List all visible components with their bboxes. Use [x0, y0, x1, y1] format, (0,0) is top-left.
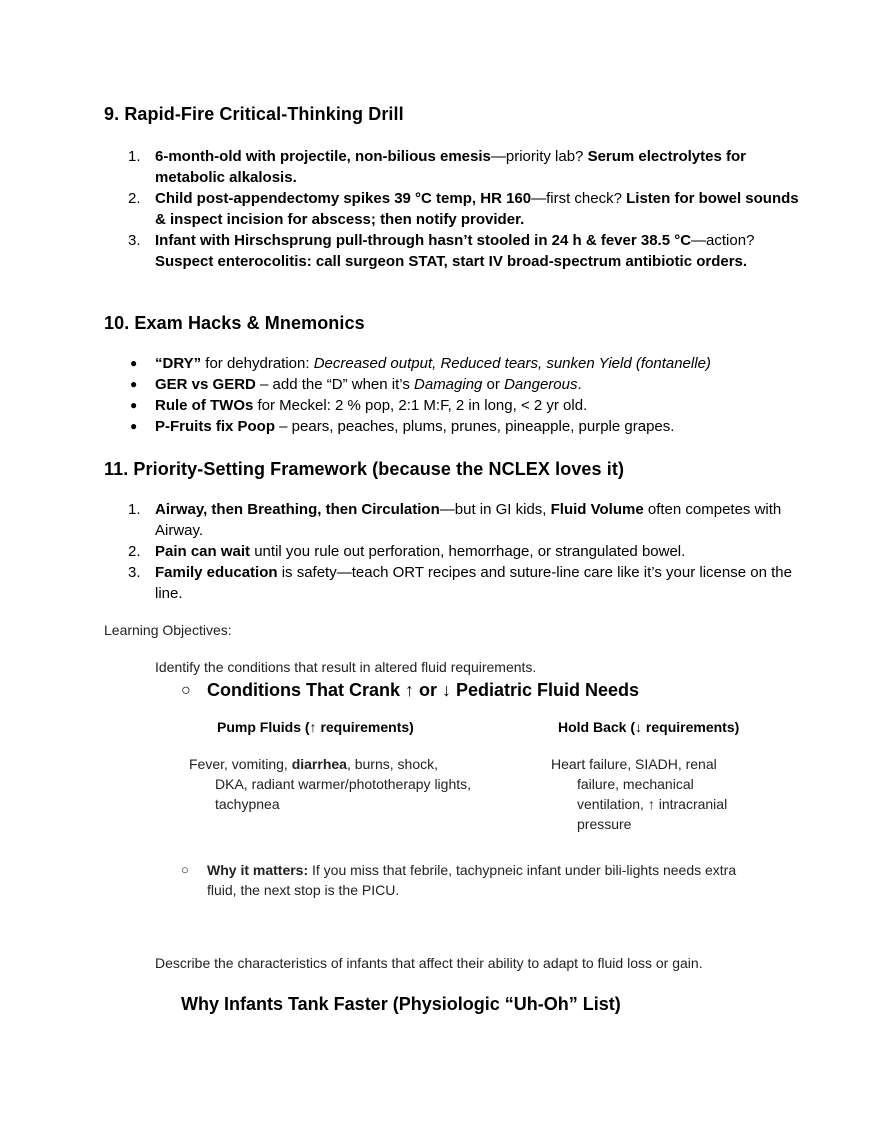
hold-rest: failure, mechanical ventilation, ↑ intracranial pressure: [577, 776, 728, 832]
priority-text: —but in GI kids,: [439, 501, 551, 518]
list-item: [104, 416, 804, 437]
list-item: [104, 146, 804, 188]
pump-fluids-cell: [189, 754, 479, 814]
list-number: 1.: [128, 148, 141, 165]
mnemonic-term: “DRY”: [155, 355, 202, 372]
hold-line-1: Heart failure, SIADH, renal: [551, 756, 717, 772]
priority-text: often competes with Airway.: [155, 501, 782, 539]
section-10-heading: 10. Exam Hacks & Mnemonics: [104, 313, 365, 333]
list-item: [104, 188, 804, 230]
drill-question: Infant with Hirschsprung pull-through hasn’t stooled in 24 h & fever 38.5 °C: [155, 232, 692, 249]
list-number: 3.: [128, 232, 141, 249]
drill-question: Child post-appendectomy spikes 39 °C temp, HR 160: [155, 190, 532, 207]
list-item: [104, 499, 804, 541]
pump-line-1: [189, 754, 479, 774]
pump-text: Fever, vomiting,: [189, 756, 292, 772]
why-label: Why it matters:: [207, 862, 309, 878]
drill-answer: Suspect enterocolitis: call surgeon STAT, start IV broad-spectrum antibiotic orders.: [155, 253, 748, 270]
objective-1: Identify the conditions that result in altered fluid requirements.: [155, 659, 537, 675]
priority-text: is safety—teach ORT recipes and suture-line care like it’s your license on the line.: [155, 564, 792, 602]
hollow-bullet-icon: ○: [181, 862, 189, 877]
list-item: [104, 353, 804, 374]
mnemonics-list: [104, 353, 804, 437]
priority-list: [104, 499, 804, 604]
why-text: If you miss that febrile, tachypneic infant under bili-lights needs extra fluid, the next stop is the PICU.: [207, 862, 737, 898]
priority-term: Airway, then Breathing, then Circulation: [155, 501, 440, 518]
drill-answer: Listen for bowel sounds & inspect incision for abscess; then notify provider.: [155, 190, 799, 228]
pump-fluids-header: Pump Fluids (↑ requirements): [217, 719, 414, 735]
mnemonic-text: – pears, peaches, plums, prunes, pineapple, purple grapes.: [275, 418, 675, 435]
list-item: [104, 562, 804, 604]
hold-back-cell: [551, 754, 756, 834]
mnemonic-term: Rule of TWOs: [155, 397, 254, 414]
drill-prompt: —priority lab?: [490, 148, 588, 165]
bullet-icon: ●: [130, 356, 138, 370]
mnemonic-text: – add the “D” when it’s: [255, 376, 415, 393]
mnemonic-term: GER vs GERD: [155, 376, 256, 393]
section-11-heading: 11. Priority-Setting Framework (because the NCLEX loves it): [104, 459, 625, 479]
priority-term: Fluid Volume: [550, 501, 644, 518]
list-number: 2.: [128, 190, 141, 207]
list-item: [104, 374, 804, 395]
hold-back-header: Hold Back (↓ requirements): [558, 719, 740, 735]
mnemonic-text: .: [577, 376, 582, 393]
priority-text: until you rule out perforation, hemorrhage, or strangulated bowel.: [250, 543, 686, 560]
mnemonic-text: for Meckel: 2 % pop, 2:1 M:F, 2 in long, < 2 yr old.: [253, 397, 588, 414]
why-body: [181, 860, 761, 900]
drill-list: [104, 146, 804, 272]
list-number: 3.: [128, 564, 141, 581]
list-item: [104, 230, 804, 272]
mnemonic-italic: Decreased output, Reduced tears, sunken Yield (fontanelle): [313, 355, 711, 372]
fluid-needs-title: Conditions That Crank ↑ or ↓ Pediatric Fluid Needs: [207, 680, 640, 700]
bullet-icon: ●: [130, 419, 138, 433]
why-it-matters: [181, 860, 761, 900]
list-number: 1.: [128, 501, 141, 518]
list-number: 2.: [128, 543, 141, 560]
mnemonic-italic: Damaging: [414, 376, 483, 393]
bullet-icon: ●: [130, 377, 138, 391]
hollow-bullet-icon: ○: [181, 682, 191, 699]
pump-bold: diarrhea: [291, 756, 347, 772]
bullet-icon: ●: [130, 398, 138, 412]
pump-rest: DKA, radiant warmer/phototherapy lights, tachypnea: [215, 776, 472, 812]
priority-term: Pain can wait: [155, 543, 251, 560]
drill-answer: Serum electrolytes for metabolic alkalosis.: [155, 148, 746, 186]
pump-text: , burns, shock,: [346, 756, 438, 772]
list-item: [104, 395, 804, 416]
drill-prompt: —action?: [691, 232, 755, 249]
priority-term: Family education: [155, 564, 278, 581]
learning-objectives-label: Learning Objectives:: [104, 622, 232, 638]
mnemonic-italic: Dangerous: [504, 376, 578, 393]
objective-2: Describe the characteristics of infants that affect their ability to adapt to fluid loss or gain.: [155, 955, 703, 971]
drill-question: 6-month-old with projectile, non-bilious emesis: [155, 148, 491, 165]
infants-heading: Why Infants Tank Faster (Physiologic “Uh-Oh” List): [181, 994, 621, 1014]
mnemonic-text: for dehydration:: [201, 355, 314, 372]
mnemonic-text: or: [482, 376, 505, 393]
mnemonic-term: P-Fruits fix Poop: [155, 418, 275, 435]
list-item: [104, 541, 804, 562]
drill-prompt: —first check?: [531, 190, 627, 207]
section-9-heading: 9. Rapid-Fire Critical-Thinking Drill: [104, 104, 404, 124]
